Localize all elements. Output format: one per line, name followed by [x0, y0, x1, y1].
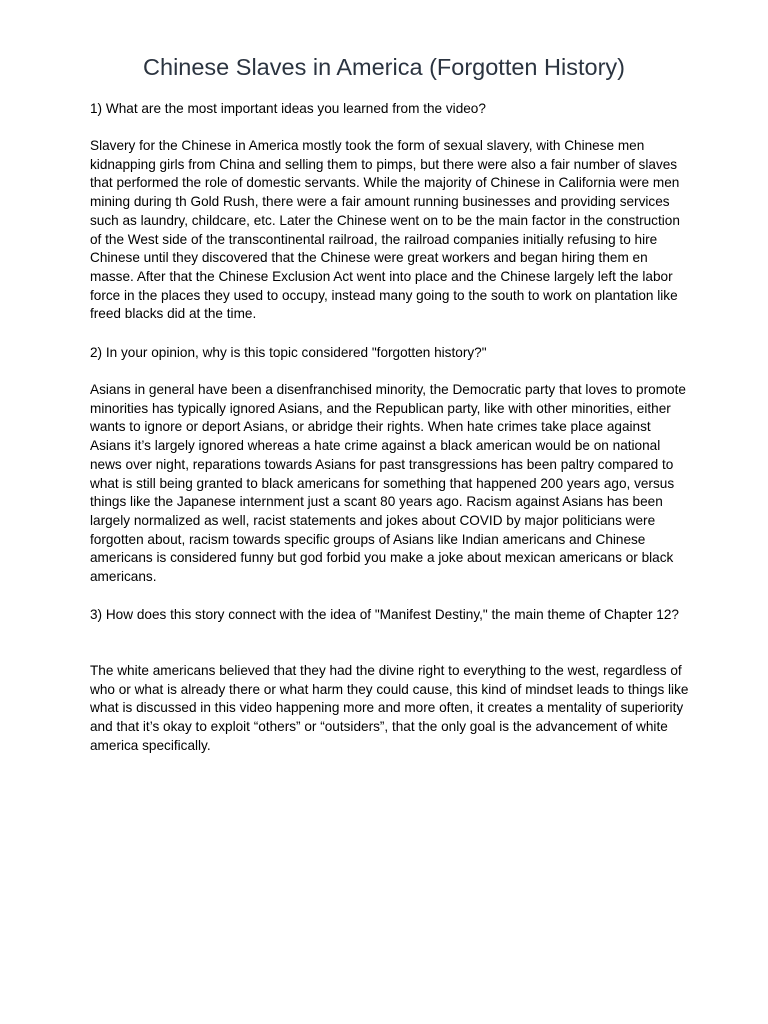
answer-1: Slavery for the Chinese in America mostly took the form of sexual slavery, with Chinese men kidnapping girls from China and selling them to pimps, but there were also a fair number of slaves that performed the role of domestic servants. While the majority of Chinese in California were men mining during th Gold Rush, there were a fair amount running businesses and providing services such as laundry, childcare, etc. Later the Chinese went on to be the main factor in the construction of the West side of the transcontinental railroad, the railroad companies initially refusing to hire Chinese until they discovered that the Chinese were great workers and began hiring them en masse. After that the Chinese Exclusion Act went into place and the Chinese largely left the labor force in the places they used to occupy, instead many going to the south to work on plantation like freed blacks did at the time. — [90, 138, 680, 322]
question-1: 1) What are the most important ideas you learned from the video? — [90, 101, 486, 116]
answer-3: The white americans believed that they had the divine right to everything to the west, regardless of who or what is already there or what harm they could cause, this kind of mindset leads to things like what is discussed in this video happening more and more often, it creates a mentality of superiority and that it’s okay to exploit “others” or “outsiders”, that the only goal is the advancement of white america specifically. — [90, 663, 689, 753]
answer-2: Asians in general have been a disenfranchised minority, the Democratic party that loves to promote minorities has typically ignored Asians, and the Republican party, like with other minorities, either wants to ignore or deport Asians, or abridge their rights. When hate crimes take place against Asians it’s largely ignored whereas a hate crime against a black american would be on national news over night, reparations towards Asians for past transgressions has been paltry compared to what is still being granted to black americans for something that happened 200 years ago, versus things like the Japanese internment just a scant 80 years ago. Racism against Asians has been largely normalized as well, racist statements and jokes about COVID by major politicians were forgotten about, racism towards specific groups of Asians like Indian americans and Chinese americans is considered funny but god forbid you make a joke about mexican americans or black americans. — [90, 382, 686, 585]
page-title: Chinese Slaves in America (Forgotten History) — [143, 54, 625, 80]
question-2: 2) In your opinion, why is this topic considered "forgotten history?" — [90, 345, 487, 360]
question-3: 3) How does this story connect with the idea of "Manifest Destiny," the main theme of Chapter 12? — [90, 607, 679, 622]
